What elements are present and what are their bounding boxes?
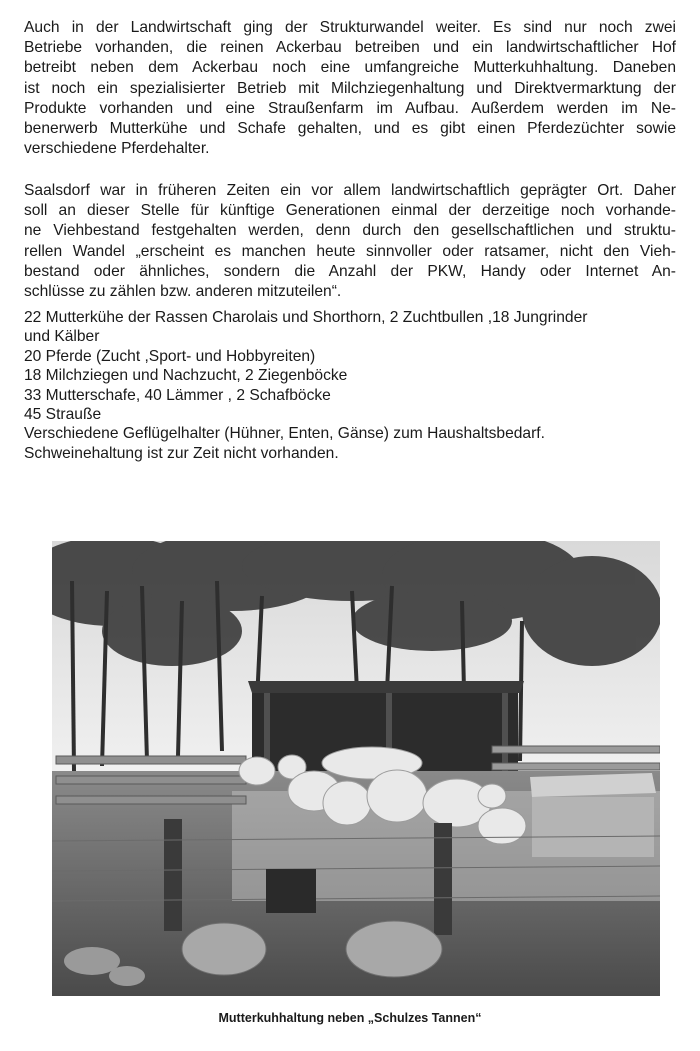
text-line: Produkte vorhanden und eine Straußenfarm im Aufbau. Außerdem werden im Ne- (24, 99, 676, 117)
text-line: verschiedene Pferdehalter. (24, 140, 210, 158)
list-item: 18 Milchziegen und Nachzucht, 2 Ziegenböcke (24, 367, 348, 385)
list-item: und Kälber (24, 328, 100, 346)
list-item: Schweinehaltung ist zur Zeit nicht vorhanden. (24, 444, 339, 462)
list-item: 20 Pferde (Zucht ,Sport- und Hobbyreiten) (24, 347, 316, 365)
text-line: Saalsdorf war in früheren Zeiten ein vor allem landwirtschaftlich geprägter Ort. Daher (24, 182, 676, 199)
paragraph-saalsdorf (24, 181, 676, 302)
cattle-photo-illustration (52, 541, 660, 996)
photo-caption: Mutterkuhhaltung neben „Schulzes Tannen“ (218, 1011, 482, 1025)
list-item: 45 Strauße (24, 406, 102, 424)
text-line: betreibt neben dem Ackerbau noch eine umfangreiche Mutterkuhhaltung. Daneben (24, 59, 676, 77)
list-item: Verschiedene Geflügelhalter (Hühner, Enten, Gänse) zum Haushaltsbedarf. (24, 425, 545, 443)
text-line: ne Viehbestand festgehalten werden, denn durch den gesellschaftlichen und struktu- (24, 222, 676, 240)
list-item: 22 Mutterkühe der Rassen Charolais und Shorthorn, 2 Zuchtbullen ,18 Jungrinder (24, 309, 588, 326)
list-item: 33 Mutterschafe, 40 Lämmer , 2 Schafböcke (24, 386, 331, 404)
text-line: soll an dieser Stelle für künftige Generationen einmal der derzeitige noch vorhande- (24, 202, 676, 220)
text-line: schlüsse zu zählen bzw. anderen mitzuteilen“. (24, 283, 342, 301)
cattle-photo (52, 541, 660, 996)
text-line: benerwerb Mutterkühe und Schafe gehalten, und es gibt einen Pferdezüchter sowie (24, 120, 676, 138)
livestock-list (24, 308, 684, 463)
text-line: bestand oder ähnliches, sondern die Anzahl der PKW, Handy oder Internet An- (24, 262, 676, 280)
text-line: ist noch ein spezialisierter Betrieb mit Milchziegenhaltung und Direktvermarktung der (24, 79, 676, 97)
text-line: rellen Wandel „erscheint es manchen heute sinnvoller oder ratsamer, nicht den Vieh- (24, 242, 676, 260)
text-line: Betriebe vorhanden, die reinen Ackerbau betreiben und ein landwirtschaftlicher Hof (24, 39, 676, 57)
text-line: Auch in der Landwirtschaft ging der Strukturwandel weiter. Es sind nur noch zwei (24, 19, 676, 36)
paragraph-agriculture (24, 18, 676, 159)
